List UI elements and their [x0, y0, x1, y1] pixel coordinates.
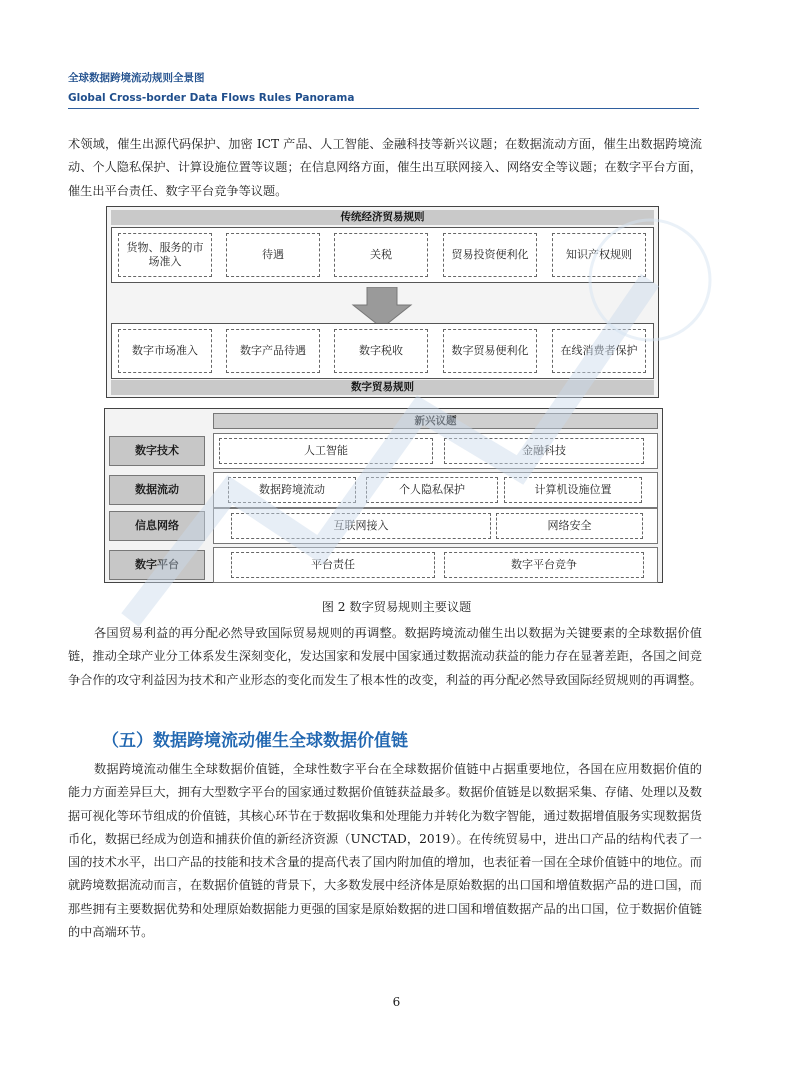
digital-item: 数字税收 [334, 329, 428, 373]
digital-item: 数字市场准入 [118, 329, 212, 373]
emerging-issues-header: 新兴议题 [213, 413, 658, 429]
page-number: 6 [392, 995, 401, 1009]
issue-item: 金融科技 [444, 438, 644, 464]
issue-item: 数字平台竞争 [444, 552, 644, 578]
header-divider [68, 108, 699, 109]
digital-item: 在线消费者保护 [552, 329, 646, 373]
row-label-digital-tech: 数字技术 [109, 436, 205, 466]
traditional-item: 关税 [334, 233, 428, 277]
traditional-rules-label: 传统经济贸易规则 [111, 210, 654, 225]
header-title-cn: 全球数据跨境流动规则全景图 [68, 72, 205, 84]
figure-emerging-issues [104, 408, 663, 583]
issue-item: 平台责任 [231, 552, 435, 578]
row-label-info-network: 信息网络 [109, 511, 205, 541]
issue-item: 个人隐私保护 [366, 477, 498, 503]
row-label-digital-platform: 数字平台 [109, 550, 205, 580]
traditional-item: 货物、服务的市场准入 [118, 233, 212, 277]
issue-item: 互联网接入 [231, 513, 491, 539]
issue-item: 数据跨境流动 [228, 477, 356, 503]
section-title: （五）数据跨境流动催生全球数据价值链 [102, 731, 408, 751]
figure-caption: 图 2 数字贸易规则主要议题 [321, 600, 472, 614]
issue-item: 网络安全 [496, 513, 643, 539]
paragraph-1: 术领域，催生出源代码保护、加密 ICT 产品、人工智能、金融科技等新兴议题；在数据流动方面，催生出数据跨境流动、个人隐私保护、计算设施位置等议题；在信息网络方面，催生出互联网接入、网络安全等议题；在数字平台方面，催生出平台责任、数字平台竞争等议题。 [68, 137, 702, 198]
digital-item: 数字贸易便利化 [443, 329, 537, 373]
row-digital-platform [213, 547, 658, 583]
paragraph-2: 各国贸易利益的再分配必然导致国际贸易规则的再调整。数据跨境流动催生出以数据为关键要素的全球数据价值链，推动全球产业分工体系发生深刻变化，发达国家和发展中国家通过数据流动获益的能力存在显著差距，各国之间竞争合作的攻守利益因为技术和产业形态的变化而发生了根本性的改变，利益的再分配必然导致国际经贸规则的再调整。 [68, 626, 702, 687]
issue-item: 计算机设施位置 [504, 477, 642, 503]
row-info-network [213, 508, 658, 544]
row-data-flow [213, 472, 658, 508]
figure-trade-rules [106, 206, 659, 398]
paragraph-3: 数据跨境流动催生全球数据价值链，全球性数字平台在全球数据价值链中占据重要地位，各国在应用数据价值的能力方面差异巨大，拥有大型数字平台的国家通过数据价值链获益最多。数据价值链是以数据采集、存储、处理以及数据可视化等环节组成的价值链，其核心环节在于数据收集和处理能力并转化为数字智能，通过数据增值服务实现数据货币化，数据已经成为创造和捕获价值的新经济资源（UNCTAD，2019）。在传统贸易中，进出口产品的结构代表了一国的技术水平，出口产品的技能和技术含量的提高代表了国内附加值的增加，也表征着一国在全球价值链中的地位。而就跨境数据流动而言，在数据价值链的背景下，大多数发展中经济体是原始数据的出口国和增值数据产品的进口国，而那些拥有主要数据优势和处理原始数据能力更强的国家是原始数据的进口国和增值数据产品的出口国，位于数据价值链的中高端环节。 [68, 762, 702, 940]
digital-rules-label: 数字贸易规则 [111, 380, 654, 395]
traditional-item: 待遇 [226, 233, 320, 277]
row-digital-tech [213, 433, 658, 469]
header-title-en: Global Cross-border Data Flows Rules Panorama [68, 92, 355, 104]
row-label-data-flow: 数据流动 [109, 475, 205, 505]
digital-item: 数字产品待遇 [226, 329, 320, 373]
traditional-item: 贸易投资便利化 [443, 233, 537, 277]
issue-item: 人工智能 [219, 438, 433, 464]
traditional-item: 知识产权规则 [552, 233, 646, 277]
traditional-rules-row [111, 227, 654, 283]
digital-rules-row [111, 323, 654, 379]
page-header [68, 70, 699, 106]
